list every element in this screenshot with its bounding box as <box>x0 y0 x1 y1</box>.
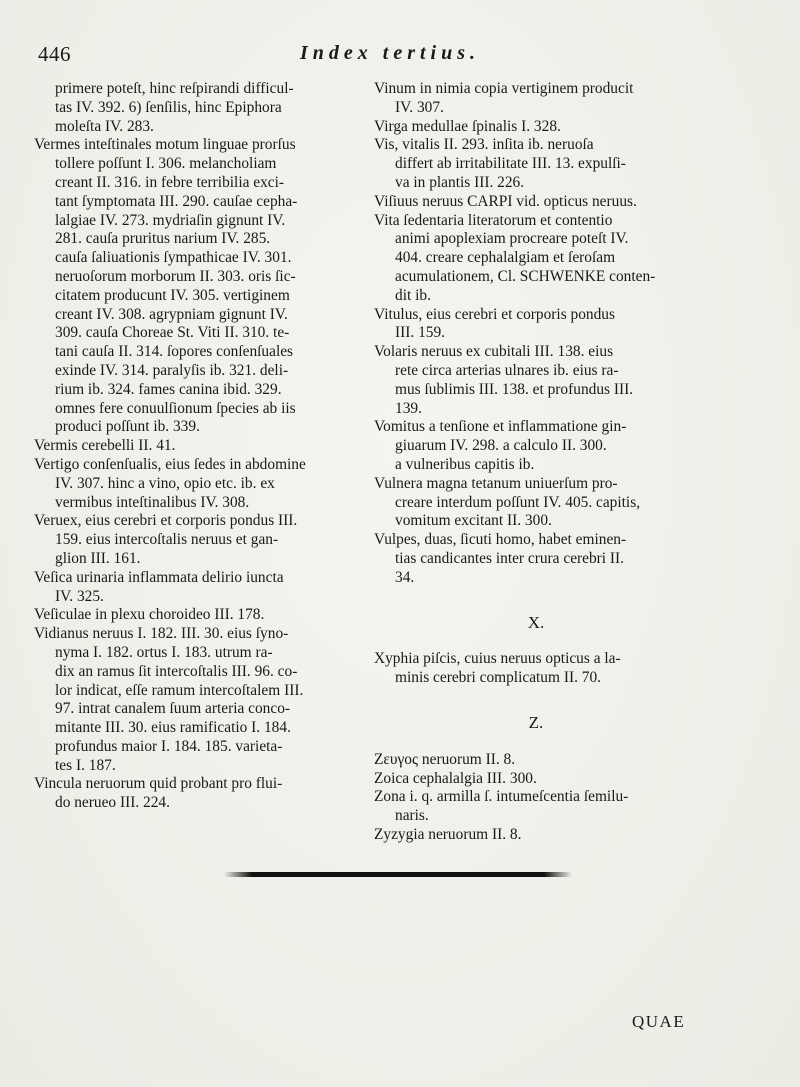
entry-line: 404. creare cephalalgiam et ſeroſam <box>395 249 616 267</box>
entry-line: Ζευγος neruorum II. 8. <box>374 750 516 768</box>
entry-line: 34. <box>395 568 415 586</box>
entry-line: a vulneribus capitis ib. <box>395 455 535 473</box>
entry-line: tollere poſſunt I. 306. melancholiam <box>55 155 277 173</box>
index-entry <box>374 80 698 118</box>
entry-line: exinde IV. 314. paralyſis ib. 321. deli- <box>55 361 289 379</box>
entry-line: moleſta IV. 283. <box>55 117 154 135</box>
section-x-entries <box>374 650 698 688</box>
entry-line: neruoſorum morborum II. 303. oris ſic- <box>55 267 296 285</box>
entry-line: vomitum excitant II. 300. <box>395 512 552 530</box>
entry-line: Vinum in nimia copia vertiginem producit <box>374 80 634 97</box>
index-entry <box>34 456 359 512</box>
entry-line: citatem producunt IV. 305. vertiginem <box>55 286 290 304</box>
entry-line: Vita ſedentaria literatorum et contentio <box>374 211 613 229</box>
entry-line: Volaris neruus ex cubitali III. 138. eius <box>374 343 614 361</box>
entry-line: tant ſymptomata III. 290. cauſae cepha- <box>55 192 298 210</box>
section-z-entries <box>374 751 698 845</box>
entry-line: primere poteſt, hinc reſpirandi difficul- <box>55 80 294 97</box>
entry-line: Zoica cephalalgia III. 300. <box>374 769 537 787</box>
entry-line: dit ib. <box>395 286 431 304</box>
entry-line: Veruex, eius cerebri et corporis pondus III. <box>34 512 298 530</box>
running-title: Index tertius. <box>300 42 481 64</box>
entry-line: rium ib. 324. fames canina ibid. 329. <box>55 380 282 398</box>
entry-line: glion III. 161. <box>55 549 141 567</box>
entry-line: Vis, vitalis II. 293. inſita ib. neruoſa <box>374 136 594 154</box>
entry-line: Veſica urinaria inflammata delirio iuncta <box>34 568 284 586</box>
index-entry <box>374 136 698 192</box>
entry-line: nyma I. 182. ortus I. 183. utrum ra- <box>55 643 273 661</box>
entry-line: lor indicat, eſſe ramum intercoſtalem III. <box>55 681 304 699</box>
entry-line: tani cauſa II. 314. ſopores conſenſuales <box>55 343 294 361</box>
entry-line: Zona i. q. armilla ſ. intumeſcentia ſemilu- <box>374 788 629 806</box>
entry-line: IV. 307. hinc a vino, opio etc. ib. ex <box>55 474 275 492</box>
entry-line: profundus maior I. 184. 185. varieta- <box>55 737 283 755</box>
index-entry <box>374 826 698 845</box>
entry-line: animi apoplexiam procreare poteſt IV. <box>395 230 629 248</box>
entry-line: mus ſublimis III. 138. et profundus III. <box>395 380 634 398</box>
entry-line: mitante III. 30. eius ramificatio I. 184. <box>55 719 291 737</box>
index-entry <box>34 80 359 136</box>
entry-line: omnes fere conuulſionum ſpecies ab iis <box>55 399 296 417</box>
entry-line: tias candicantes inter crura cerebri II. <box>395 549 625 567</box>
entry-line: Vermis cerebelli II. 41. <box>34 437 176 455</box>
entry-line: Vidianus neruus I. 182. III. 30. eius ſyno- <box>34 625 289 643</box>
entry-line: acumulationem, Cl. SCHWENKE conten- <box>395 267 656 285</box>
entry-line: giuarum IV. 298. a calculo II. 300. <box>395 437 607 455</box>
entry-line: creant IV. 308. agrypniam gignunt IV. <box>55 305 288 323</box>
entry-line: vermibus inteſtinalibus IV. 308. <box>55 493 250 511</box>
entry-line: naris. <box>395 807 429 825</box>
entry-line: Vomitus a tenſione et inflammatione gin- <box>374 418 627 436</box>
entry-line: tas IV. 392. 6) ſenſilis, hinc Epiphora <box>55 98 282 116</box>
entry-line: 139. <box>395 399 422 417</box>
left-column <box>34 80 359 813</box>
entry-line: dix an ramus ſit intercoſtalis III. 96. co- <box>55 662 298 680</box>
entry-line: creare interdum poſſunt IV. 405. capitis, <box>395 493 641 511</box>
entry-line: produci poſſunt ib. 339. <box>55 418 200 436</box>
entry-line: differt ab irritabilitate III. 13. expulſi- <box>395 155 626 173</box>
entry-line: do nerueo III. 224. <box>55 794 170 812</box>
entry-line: IV. 325. <box>55 587 104 605</box>
entry-line: rete circa arterias ulnares ib. eius ra- <box>395 361 619 379</box>
index-entry <box>374 531 698 587</box>
entry-line: 281. cauſa pruritus narium IV. 285. <box>55 230 271 248</box>
entry-line: Vertigo conſenſualis, eius ſedes in abdomine <box>34 455 306 473</box>
index-entry <box>374 650 698 688</box>
entry-line: Vincula neruorum quid probant pro flui- <box>34 775 283 793</box>
entry-line: Virga medullae ſpinalis I. 328. <box>374 117 561 135</box>
page-number: 446 <box>38 42 71 66</box>
index-entry <box>34 437 359 456</box>
entry-line: tes I. 187. <box>55 756 116 774</box>
index-entry <box>374 193 698 212</box>
entry-line: cauſa ſaliuationis ſympathicae IV. 301. <box>55 249 292 267</box>
index-entry <box>374 751 698 770</box>
page-header <box>38 42 760 68</box>
right-column <box>374 80 698 845</box>
section-heading-x: X. <box>527 612 545 632</box>
index-entry <box>374 306 698 344</box>
entry-line: 97. intrat canalem ſuum arteria conco- <box>55 700 291 718</box>
entry-line: 309. cauſa Choreae St. Viti II. 310. te- <box>55 324 290 342</box>
entry-line: lalgiae IV. 273. mydriaſin gignunt IV. <box>55 211 286 229</box>
index-entry <box>34 625 359 775</box>
index-entry <box>34 569 359 607</box>
entry-line: 159. eius intercoſtalis neruus et gan- <box>55 531 279 549</box>
index-entry <box>374 418 698 474</box>
entry-line: Vermes inteſtinales motum linguae prorſus <box>34 136 296 154</box>
index-entry <box>374 475 698 531</box>
index-entry <box>374 212 698 306</box>
entry-line: IV. 307. <box>395 98 444 116</box>
entry-line: Vulpes, duas, ſicuti homo, habet eminen- <box>374 531 627 549</box>
entry-line: III. 159. <box>395 324 446 342</box>
entry-line: Vulnera magna tetanum uniuerſum pro- <box>374 474 618 492</box>
index-entry <box>34 512 359 568</box>
catchword: QUAE <box>632 1012 686 1031</box>
index-entry <box>374 118 698 137</box>
entry-line: Zyzygia neruorum II. 8. <box>374 825 522 843</box>
index-entry <box>34 606 359 625</box>
entry-line: Viſiuus neruus CARPI vid. opticus neruus. <box>374 192 637 210</box>
entry-line: minis cerebri complicatum II. 70. <box>395 669 602 687</box>
entry-line: Vitulus, eius cerebri et corporis pondus <box>374 305 615 323</box>
index-entry <box>374 770 698 789</box>
entry-line: creant II. 316. in febre terribilia exci- <box>55 173 285 191</box>
right-column-entries <box>374 80 698 588</box>
entry-line: Xyphia piſcis, cuius neruus opticus a la- <box>374 650 621 668</box>
index-entry <box>34 136 359 437</box>
index-entry <box>34 775 359 813</box>
index-entry <box>374 343 698 418</box>
entry-line: Veſiculae in plexu choroideo III. 178. <box>34 606 265 624</box>
index-entry <box>374 788 698 826</box>
section-heading-z: Z. <box>528 712 544 732</box>
end-rule <box>224 872 572 877</box>
entry-line: va in plantis III. 226. <box>395 173 525 191</box>
